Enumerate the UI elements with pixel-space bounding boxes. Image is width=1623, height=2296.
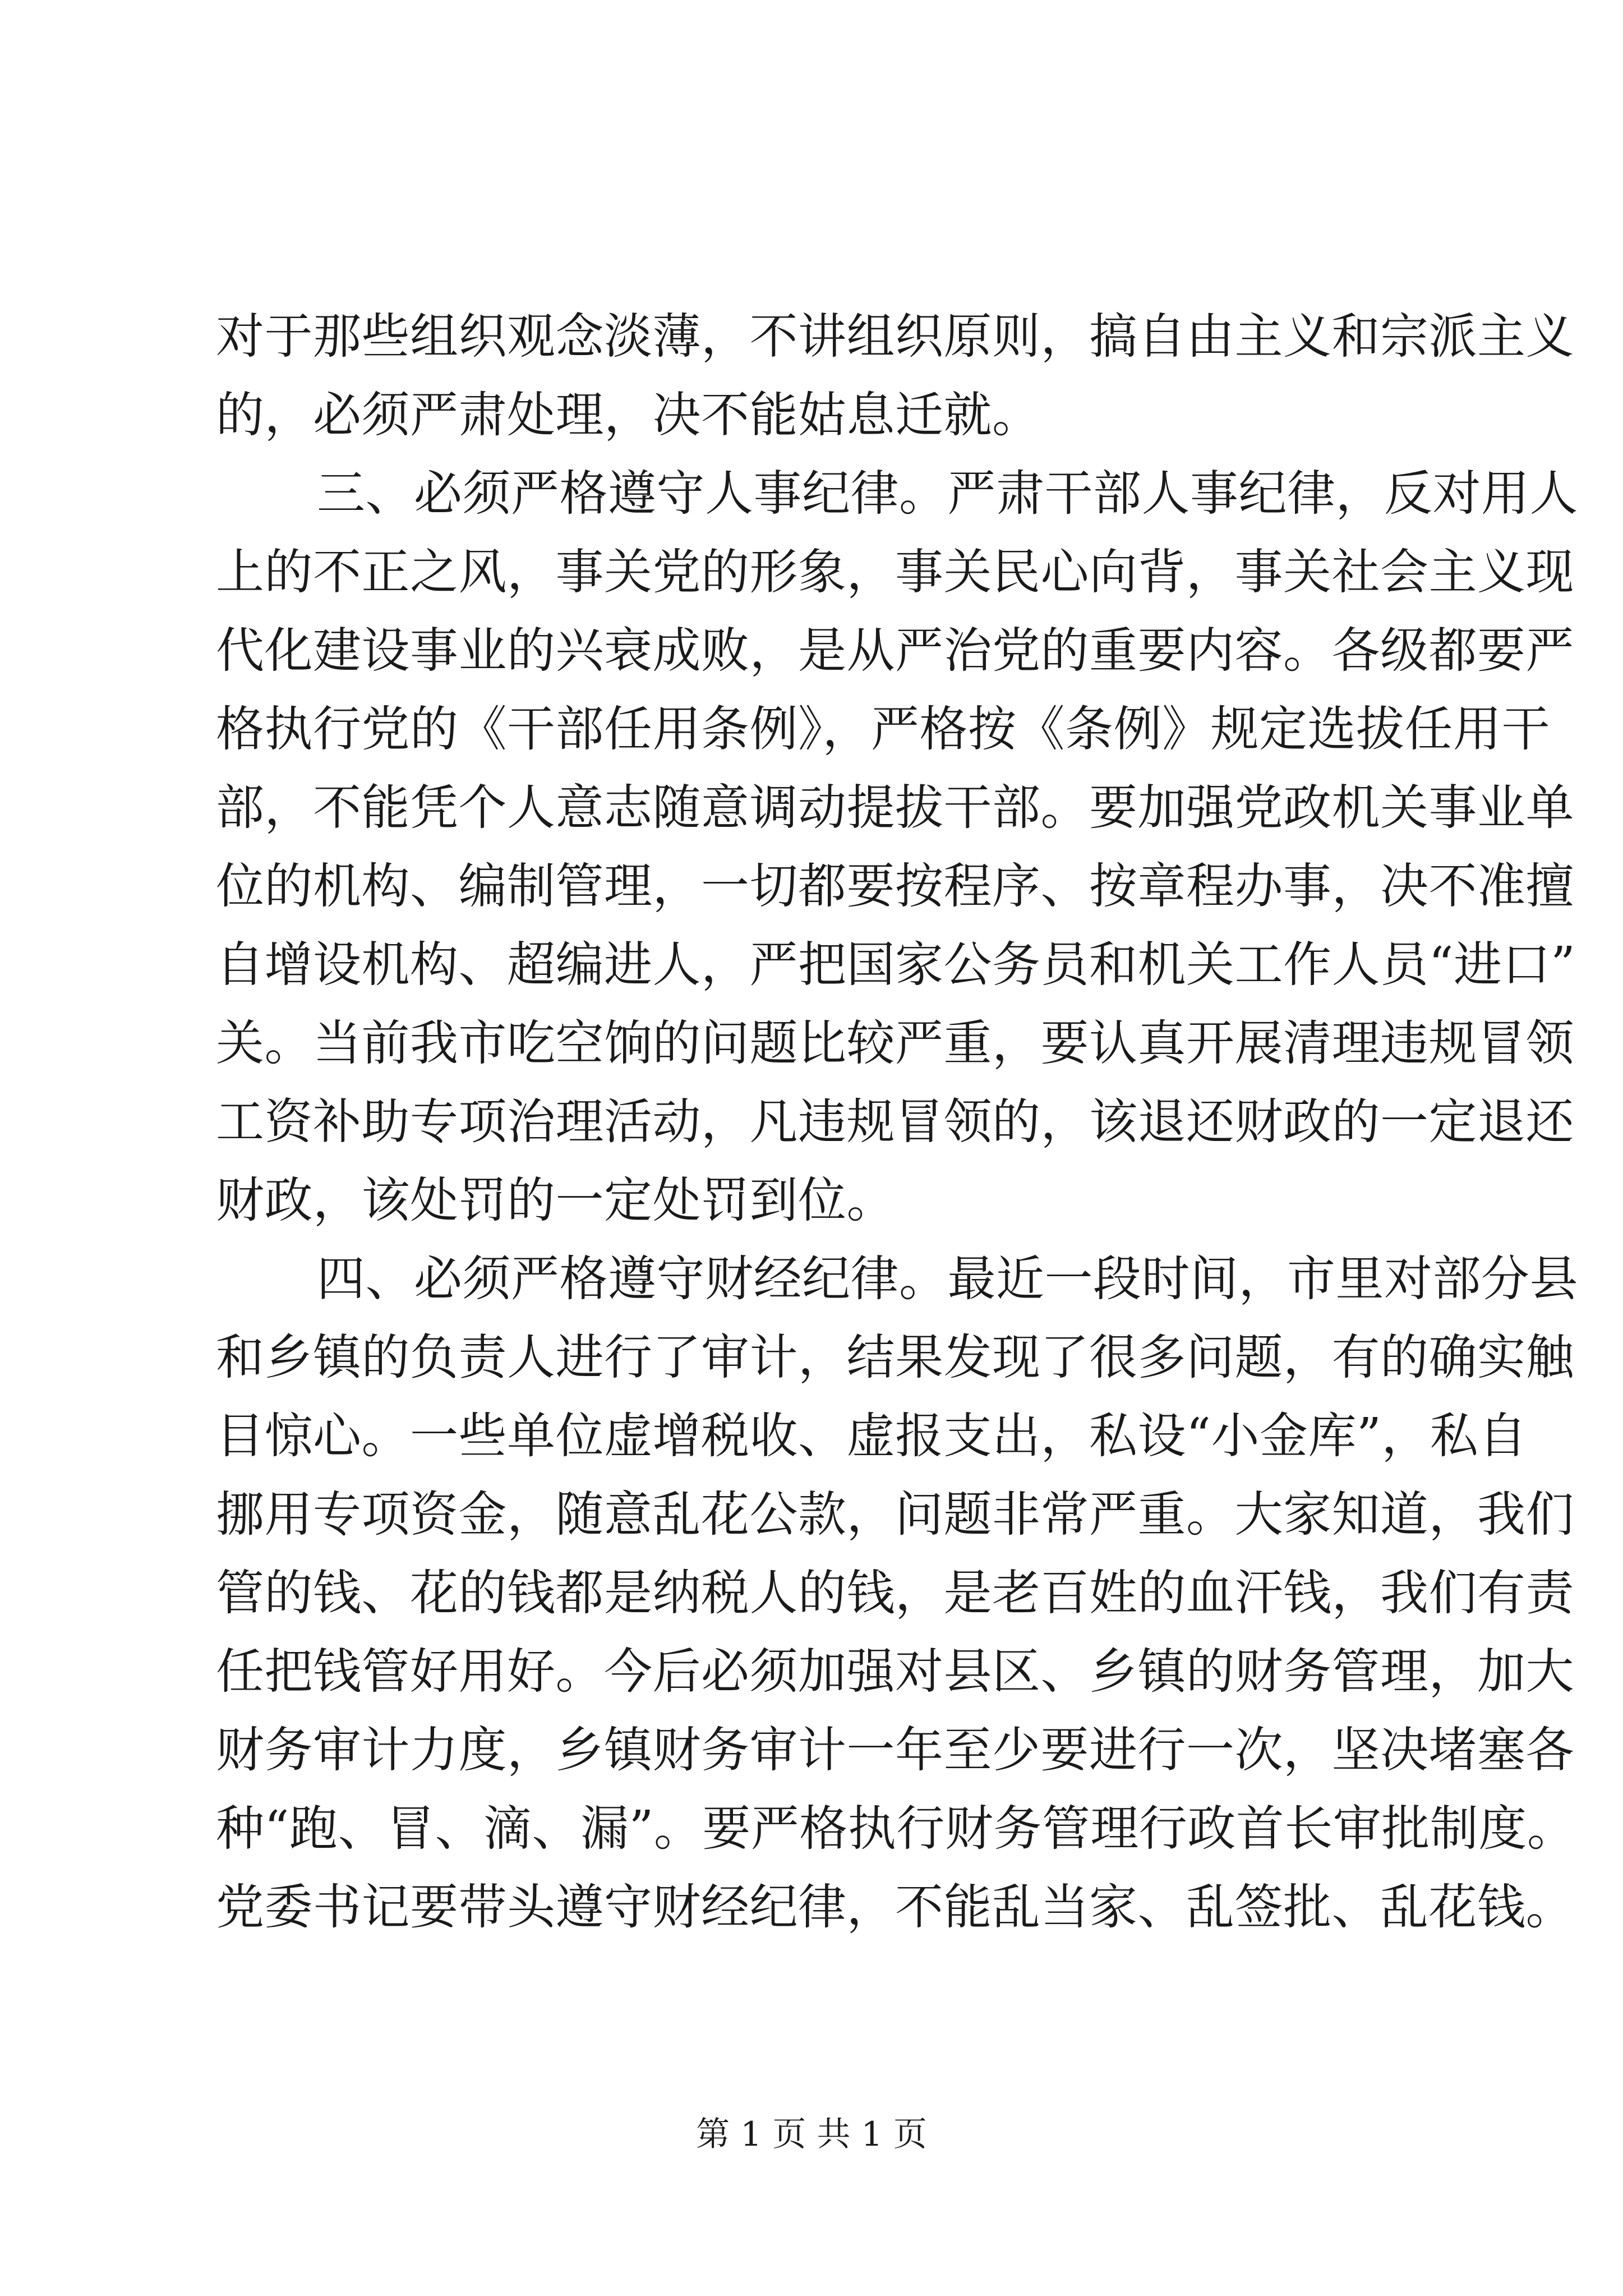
body-line: 种“跑、冒、滴、漏”。要严格执行财务管理行政首长审批制度。 [216, 1801, 1576, 1857]
body-line: 财务审计力度，乡镇财务审计一年至少要进行一次，坚决堵塞各 [216, 1722, 1574, 1778]
body-line: 任把钱管好用好。今后必须加强对县区、乡镇的财务管理，加大 [216, 1644, 1574, 1700]
section-heading-line: 四、必须严格遵守财经纪律。最近一段时间，市里对部分县 [317, 1251, 1578, 1307]
body-line: 工资补助专项治理活动，凡违规冒领的，该退还财政的一定退还 [216, 1094, 1574, 1150]
page-footer: 第 1 页 共 1 页 [696, 2115, 927, 2154]
body-line: 上的不正之风，事关党的形象，事关民心向背，事关社会主义现 [216, 544, 1574, 600]
body-line: 挪用专项资金，随意乱花公款，问题非常严重。大家知道，我们 [216, 1487, 1574, 1543]
body-line: 自增设机构、超编进人，严把国家公务员和机关工作人员“进口” [216, 937, 1576, 993]
body-line: 目惊心。一些单位虚增税收、虚报支出，私设“小金库”，私自 [216, 1408, 1527, 1464]
body-line: 和乡镇的负责人进行了审计，结果发现了很多问题，有的确实触 [216, 1329, 1574, 1386]
body-line: 位的机构、编制管理，一切都要按程序、按章程办事，决不准擅 [216, 858, 1574, 914]
body-line: 的，必须严肃处理，决不能姑息迁就。 [216, 387, 1041, 443]
body-line: 对于那些组织观念淡薄，不讲组织原则，搞自由主义和宗派主义 [216, 309, 1574, 365]
section-heading-line: 三、必须严格遵守人事纪律。严肃干部人事纪律，反对用人 [317, 466, 1578, 522]
body-line: 关。当前我市吃空饷的问题比较严重，要认真开展清理违规冒领 [216, 1015, 1574, 1071]
body-line: 党委书记要带头遵守财经纪律，不能乱当家、乱签批、乱花钱。 [216, 1879, 1574, 1935]
body-line: 代化建设事业的兴衰成败，是从严治党的重要内容。各级都要严 [216, 623, 1574, 679]
body-line: 财政，该处罚的一定处罚到位。 [216, 1172, 895, 1228]
body-line: 管的钱、花的钱都是纳税人的钱，是老百姓的血汗钱，我们有责 [216, 1565, 1574, 1621]
body-line: 格执行党的《干部任用条例》，严格按《条例》规定选拔任用干 [216, 701, 1550, 757]
body-line: 部，不能凭个人意志随意调动提拔干部。要加强党政机关事业单 [216, 780, 1574, 836]
